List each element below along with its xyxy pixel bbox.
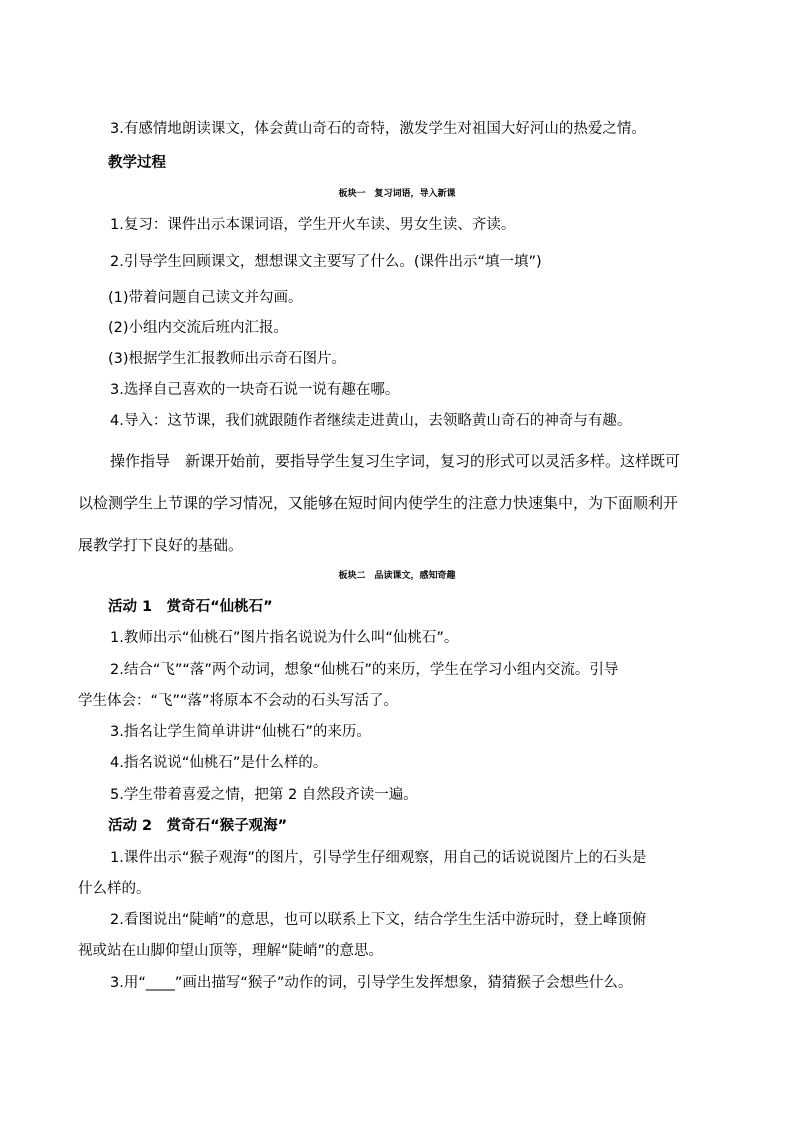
activity-2-step-2-line-1: 2.看图说出“陡峭”的意思，也可以联系上下文，结合学生生活中游玩时，登上峰顶俯 bbox=[110, 912, 647, 928]
activity-1-step-5: 5.学生带着喜爱之情，把第 2 自然段齐读一遍。 bbox=[110, 787, 418, 803]
guidance-note-line-2: 以检测学生上节课的学习情况，又能够在短时间内使学生的注意力快速集中，为下面顺利开 bbox=[78, 494, 679, 512]
block-1-step-3: 3.选择自己喜欢的一块奇石说一说有趣在哪。 bbox=[110, 382, 400, 398]
activity-2-step-2-line-2: 视或站在山脚仰望山顶等，理解“陡峭”的意思。 bbox=[78, 943, 384, 959]
block-2-heading: 板块二 品读课文，感知奇趣 bbox=[338, 571, 456, 581]
block-1-step-4: 4.导入：这节课，我们就跟随作者继续走进黄山，去领略黄山奇石的神奇与有趣。 bbox=[110, 413, 632, 429]
activity-1-step-2-line-2: 学生体会：“飞”“落”将原本不会动的石头写活了。 bbox=[78, 693, 399, 709]
block-1-step-1: 1.复习：课件出示本课词语，学生开火车读、男女生读、齐读。 bbox=[110, 217, 516, 233]
block-1-heading: 板块一 复习词语，导入新课 bbox=[338, 189, 456, 199]
activity-2-step-1-line-1: 1.课件出示“猴子观海”的图片，引导学生仔细观察，用自己的话说说图片上的石头是 bbox=[110, 850, 647, 866]
block-1-substep-2: (2)小组内交流后班内汇报。 bbox=[108, 320, 289, 336]
activity-1-step-1: 1.教师出示“仙桃石”图片指名说说为什么叫“仙桃石”。 bbox=[110, 630, 459, 646]
block-1-step-2: 2.引导学生回顾课文，想想课文主要写了什么。(课件出示“填一填”) bbox=[110, 254, 542, 270]
activity-1-step-4: 4.指名说说“仙桃石”是什么样的。 bbox=[110, 755, 328, 771]
section-heading-teaching-process: 教学过程 bbox=[108, 155, 166, 171]
guidance-note-line-3: 展教学打下良好的基础。 bbox=[78, 536, 244, 554]
objective-3: 3.有感情地朗读课文，体会黄山奇石的奇特，激发学生对祖国大好河山的热爱之情。 bbox=[110, 121, 646, 137]
guidance-note-line-1: 操作指导 新课开始前，要指导学生复习生字词，复习的形式可以灵活多样。这样既可 bbox=[110, 452, 681, 470]
activity-2-step-3: 3.用“____”画出描写“猴子”动作的词，引导学生发挥想象，猜猜猴子会想些什么。 bbox=[110, 975, 633, 991]
block-1-substep-3: (3)根据学生汇报教师出示奇石图片。 bbox=[108, 351, 347, 367]
activity-2-step-1-line-2: 什么样的。 bbox=[78, 881, 151, 897]
block-1-substep-1: (1)带着问题自己读文并勾画。 bbox=[108, 290, 303, 306]
activity-1-heading: 活动 1 赏奇石“仙桃石” bbox=[108, 599, 273, 615]
activity-2-heading: 活动 2 赏奇石“猴子观海” bbox=[108, 818, 288, 834]
activity-1-step-2-line-1: 2.结合“飞”“落”两个动词，想象“仙桃石”的来历，学生在学习小组内交流。引导 bbox=[110, 662, 619, 678]
activity-1-step-3: 3.指名让学生简单讲讲“仙桃石”的来历。 bbox=[110, 724, 371, 740]
